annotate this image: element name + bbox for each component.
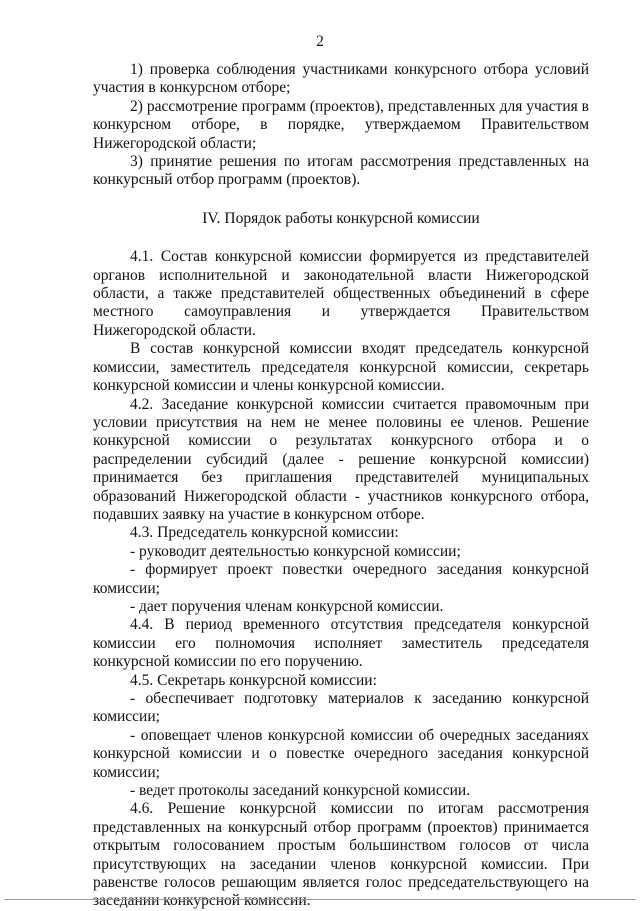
- list-item: - ведет протоколы заседаний конкурсной комиссии.: [130, 782, 471, 800]
- list-item: - обеспечивает подготовку материалов к заседанию конкурсной комиссии;: [93, 690, 589, 726]
- list-item: - формирует проект повестки очередного заседания конкурсной комиссии;: [93, 561, 589, 597]
- list-item: - дает поручения членам конкурсной комиссии.: [130, 597, 444, 615]
- list-item: 1) проверка соблюдения участниками конкурсного отбора условий участия в конкурсном отборе;: [93, 61, 589, 97]
- document-body: [93, 61, 589, 911]
- scan-edge-divider: [4, 899, 636, 900]
- section-heading: IV. Порядок работы конкурсной комиссии: [202, 209, 480, 227]
- list-item: 3) принятие решения по итогам рассмотрения представленных на конкурсный отбор программ (проектов).: [93, 153, 589, 189]
- paragraph: 4.1. Состав конкурсной комиссии формируется из представителей органов исполнительной и законодательной власти Нижегородской области, а также представителей общественных объединений в сфере местного самоуправления и утверждается Правительством Нижегородской области.: [93, 248, 589, 339]
- paragraph: 4.2. Заседание конкурсной комиссии считается правомочным при условии присутствия на нем не менее половины ее членов. Решение конкурсной комиссии о результатах конкурсного отбора и о распределении субсидий (далее - решение конкурсной комиссии) принимается без приглашения представителей муниципальных образований Нижегородской области - участников конкурсного отбора, подавших заявку на участие в конкурсном отборе.: [93, 395, 589, 523]
- page-number: 2: [316, 33, 324, 50]
- list-item: - оповещает членов конкурсной комиссии об очередных заседаниях конкурсной комиссии и о повестке очередного заседания конкурсной комиссии;: [93, 726, 589, 781]
- paragraph: 4.3. Председатель конкурсной комиссии:: [130, 524, 399, 542]
- list-item: 2) рассмотрение программ (проектов), представленных для участия в конкурсном отборе, в порядке, утверждаемом Правительством Нижегородской области;: [93, 97, 589, 152]
- paragraph: 4.6. Решение конкурсной комиссии по итогам рассмотрения представленных на конкурсный отбор программ (проектов) принимается открытым голосованием простым большинством голосов от числа присутствующих на заседании членов конкурсной комиссии. При равенстве голосов решающим является голос председательствующего на заседании конкурсной комиссии.: [93, 800, 589, 910]
- paragraph: В состав конкурсной комиссии входят председатель конкурсной комиссии, заместитель председателя конкурсной комиссии, секретарь конкурсной комиссии и члены конкурсной комиссии.: [93, 340, 589, 395]
- paragraph: 4.4. В период временного отсутствия председателя конкурсной комиссии его полномочия исполняет заместитель председателя конкурсной комиссии по его поручению.: [93, 616, 589, 671]
- paragraph: 4.5. Секретарь конкурсной комиссии:: [130, 671, 377, 689]
- list-item: - руководит деятельностью конкурсной комиссии;: [130, 542, 461, 560]
